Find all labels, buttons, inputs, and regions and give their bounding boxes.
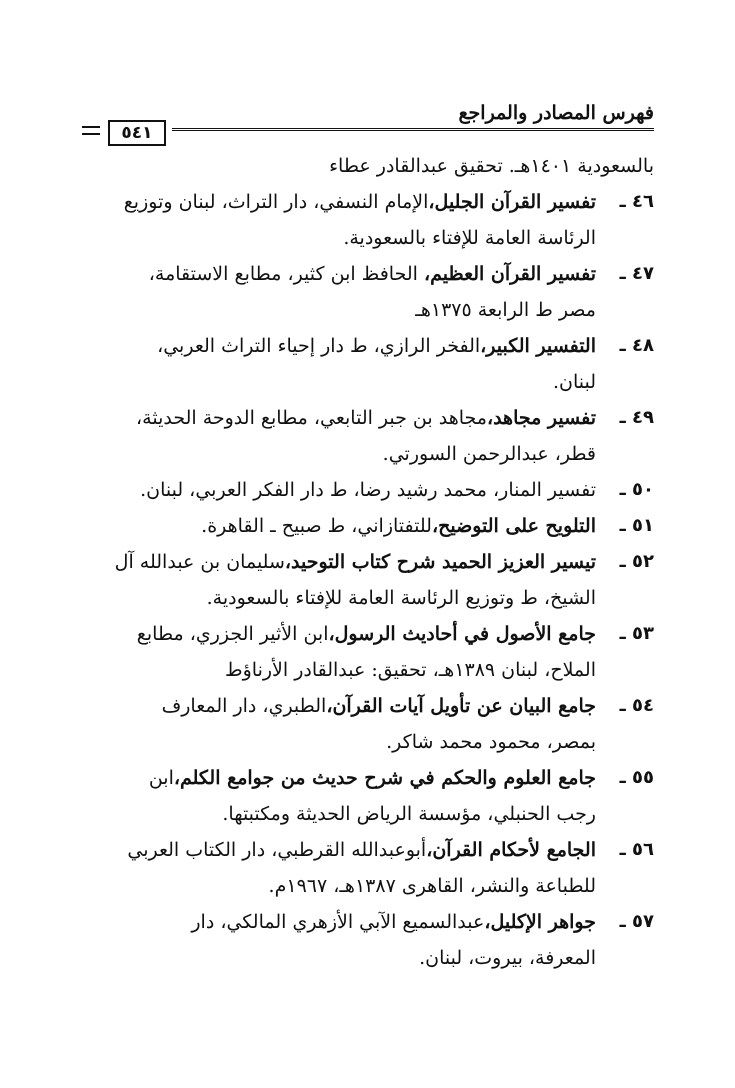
entry-number: ٥٤ ـ <box>619 695 654 716</box>
bibliography-list <box>82 148 654 976</box>
bibliography-entry <box>82 472 654 508</box>
entry-continuation: للطباعة والنشر، القاهرى ١٣٨٧هـ، ١٩٦٧م. <box>268 875 596 897</box>
entry-title: التلويح على التوضيح، <box>431 515 596 537</box>
running-title: فهرس المصادر والمراجع <box>458 102 654 124</box>
entry-number: ٤٩ ـ <box>619 407 654 428</box>
entry-details: ابن الأثير الجزري، مطابع <box>136 623 329 645</box>
entry-continuation: قطر، عبدالرحمن السورتي. <box>382 443 596 465</box>
entry-continuation: المعرفة، بيروت، لبنان. <box>419 947 596 969</box>
entry-details: تفسير المنار، محمد رشيد رضا، ط دار الفكر العربي، لبنان. <box>140 479 596 501</box>
entry-continuation: مصر ط الرابعة ١٣٧٥هـ <box>415 299 596 321</box>
entry-title: تفسير القرآن العظيم، <box>423 263 596 285</box>
entry-details: مجاهد بن جبر التابعي، مطابع الدوحة الحديثة، <box>136 407 487 429</box>
entry-title: جامع البيان عن تأويل آيات القرآن، <box>326 695 596 717</box>
bibliography-entry <box>82 328 654 400</box>
entry-title: التفسير الكبير، <box>480 335 596 357</box>
entry-details: سليمان بن عبدالله آل <box>114 551 285 573</box>
entry-continuation: رجب الحنبلي، مؤسسة الرياض الحديثة ومكتبتها. <box>222 803 596 825</box>
bibliography-entry <box>82 256 654 328</box>
header-rule <box>172 128 654 136</box>
entry-details: الفخر الرازي، ط دار إحياء التراث العربي، <box>157 335 481 357</box>
entry-number: ٥٦ ـ <box>619 839 654 860</box>
bibliography-entry <box>82 508 654 544</box>
entry-number: ٥٢ ـ <box>619 551 654 572</box>
entry-title: تفسير مجاهد، <box>486 407 596 429</box>
entry-details: عبدالسميع الآبي الأزهري المالكي، دار <box>191 911 485 933</box>
entry-details: الطبري، دار المعارف <box>161 695 327 717</box>
bibliography-entry <box>82 688 654 760</box>
entry-details: الإمام النسفي، دار التراث، لبنان وتوزيع <box>123 191 429 213</box>
entry-continuation: بمصر، محمود محمد شاكر. <box>386 731 596 753</box>
entry-title: جامع العلوم والحكم في شرح حديث من جوامع الكلم، <box>173 767 596 789</box>
entry-title: جواهر الإكليل، <box>484 911 596 933</box>
entry-details: ابن <box>148 767 174 789</box>
entry-number: ٥٧ ـ <box>619 911 654 932</box>
entry-number: ٥٥ ـ <box>619 767 654 788</box>
bibliography-entry <box>82 400 654 472</box>
entry-continuation: الملاح، لبنان ١٣٨٩هـ، تحقيق: عبدالقادر الأرناؤط <box>225 659 596 681</box>
page-number: ٥٤١ <box>108 120 166 146</box>
entry-title: جامع الأصول في أحاديث الرسول، <box>328 623 596 645</box>
entry-title: تيسير العزيز الحميد شرح كتاب التوحيد، <box>284 551 596 573</box>
bibliography-entry <box>82 184 654 256</box>
entry-continuation: الرئاسة العامة للإفتاء بالسعودية. <box>343 227 596 249</box>
entry-number: ٥١ ـ <box>619 515 654 536</box>
entry-number: ٤٦ ـ <box>619 191 654 212</box>
entry-details: للتفتازاني، ط صبيح ـ القاهرة. <box>201 515 432 537</box>
bibliography-entry <box>82 760 654 832</box>
header-dash-mark <box>82 126 100 135</box>
bibliography-entry <box>82 544 654 616</box>
entry-title: تفسير القرآن الجليل، <box>428 191 596 213</box>
entry-number: ٥٣ ـ <box>619 623 654 644</box>
bibliography-entry <box>82 904 654 976</box>
bibliography-entry <box>82 832 654 904</box>
entry-title: الجامع لأحكام القرآن، <box>426 839 596 861</box>
entry-continuation: لبنان. <box>552 371 596 393</box>
bibliography-entry <box>82 616 654 688</box>
continuation-line: بالسعودية ١٤٠١هـ. تحقيق عبدالقادر عطاء <box>329 155 654 177</box>
page-header <box>82 96 654 156</box>
entry-details: الحافظ ابن كثير، مطابع الاستقامة، <box>148 263 424 285</box>
entry-details: أبوعبدالله القرطبي، دار الكتاب العربي <box>127 839 427 861</box>
entry-continuation: الشيخ، ط وتوزيع الرئاسة العامة للإفتاء بالسعودية. <box>206 587 596 609</box>
entry-number: ٥٠ ـ <box>619 479 654 500</box>
entry-number: ٤٨ ـ <box>619 335 654 356</box>
entry-number: ٤٧ ـ <box>619 263 654 284</box>
